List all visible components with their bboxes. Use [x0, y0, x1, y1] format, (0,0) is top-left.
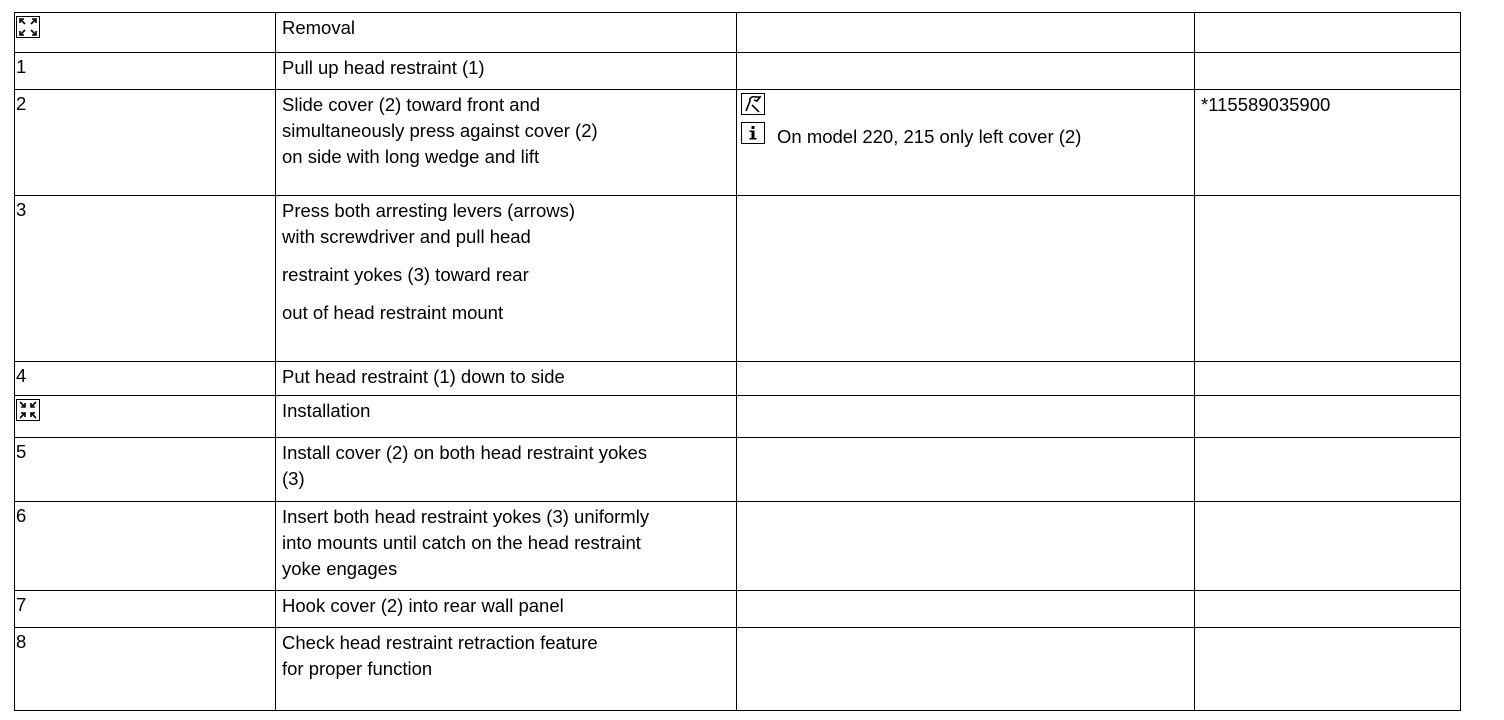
table-row	[15, 438, 1461, 502]
notes-cell	[737, 90, 1195, 196]
step-line: on side with long wedge and lift	[282, 146, 540, 167]
table-row	[15, 53, 1461, 90]
installation-icon-cell	[15, 396, 276, 438]
removal-expand-arrows-icon	[16, 16, 40, 38]
step-number: 5	[15, 438, 276, 502]
step-line: Slide cover (2) toward front and	[282, 94, 541, 115]
model-note: On model 220, 215 only left cover (2)	[777, 126, 1082, 147]
step-text	[276, 591, 737, 628]
table-row	[15, 13, 1461, 53]
step-text	[276, 53, 737, 90]
step-line: Insert both head restraint yokes (3) uniformly	[282, 506, 650, 527]
installation-contract-arrows-icon	[16, 399, 40, 421]
section-title-removal: Removal	[276, 13, 737, 53]
table-row	[15, 196, 1461, 362]
table-row	[15, 396, 1461, 438]
step-line: Put head restraint (1) down to side	[282, 366, 565, 387]
step-line: restraint yokes (3) toward rear	[282, 264, 529, 285]
step-line: Hook cover (2) into rear wall panel	[282, 595, 564, 616]
step-line: yoke engages	[282, 558, 398, 579]
step-text	[276, 438, 737, 502]
table-row	[15, 628, 1461, 711]
step-line: for proper function	[282, 658, 433, 679]
empty-cell	[737, 591, 1195, 628]
empty-cell	[1195, 591, 1461, 628]
step-text	[276, 196, 737, 362]
step-line: (3)	[282, 468, 305, 489]
empty-cell	[737, 53, 1195, 90]
empty-cell	[737, 628, 1195, 711]
step-text	[276, 362, 737, 396]
removal-icon-cell	[15, 13, 276, 53]
empty-cell	[1195, 396, 1461, 438]
step-line: with screwdriver and pull head	[282, 226, 531, 247]
section-title-installation: Installation	[276, 396, 737, 438]
empty-cell	[1195, 628, 1461, 711]
empty-cell	[1195, 362, 1461, 396]
step-line: into mounts until catch on the head restraint	[282, 532, 641, 553]
table-row	[15, 90, 1461, 196]
step-text	[276, 628, 737, 711]
step-number: 8	[15, 628, 276, 711]
step-line: out of head restraint mount	[282, 302, 504, 323]
step-line: simultaneously press against cover (2)	[282, 120, 598, 141]
step-text	[276, 502, 737, 591]
step-number: 7	[15, 591, 276, 628]
empty-cell	[1195, 13, 1461, 53]
empty-cell	[737, 13, 1195, 53]
empty-cell	[1195, 438, 1461, 502]
step-text	[276, 90, 737, 196]
table-row	[15, 591, 1461, 628]
empty-cell	[737, 196, 1195, 362]
empty-cell	[737, 502, 1195, 591]
step-line: Pull up head restraint (1)	[282, 57, 485, 78]
empty-cell	[737, 438, 1195, 502]
step-number: 2	[15, 90, 276, 196]
empty-cell	[1195, 53, 1461, 90]
empty-cell	[737, 396, 1195, 438]
part-number: *115589035900	[1195, 90, 1461, 196]
step-number: 4	[15, 362, 276, 396]
step-number: 3	[15, 196, 276, 362]
empty-cell	[737, 362, 1195, 396]
empty-cell	[1195, 502, 1461, 591]
special-tool-icon	[741, 93, 765, 115]
procedure-table	[14, 12, 1461, 711]
procedure-sheet	[14, 12, 1460, 710]
info-icon	[741, 122, 765, 144]
table-row	[15, 362, 1461, 396]
step-number: 6	[15, 502, 276, 591]
empty-cell	[1195, 196, 1461, 362]
step-number: 1	[15, 53, 276, 90]
table-row	[15, 502, 1461, 591]
step-line: Check head restraint retraction feature	[282, 632, 598, 653]
step-line: Install cover (2) on both head restraint yokes	[282, 442, 648, 463]
step-line: Press both arresting levers (arrows)	[282, 200, 576, 221]
